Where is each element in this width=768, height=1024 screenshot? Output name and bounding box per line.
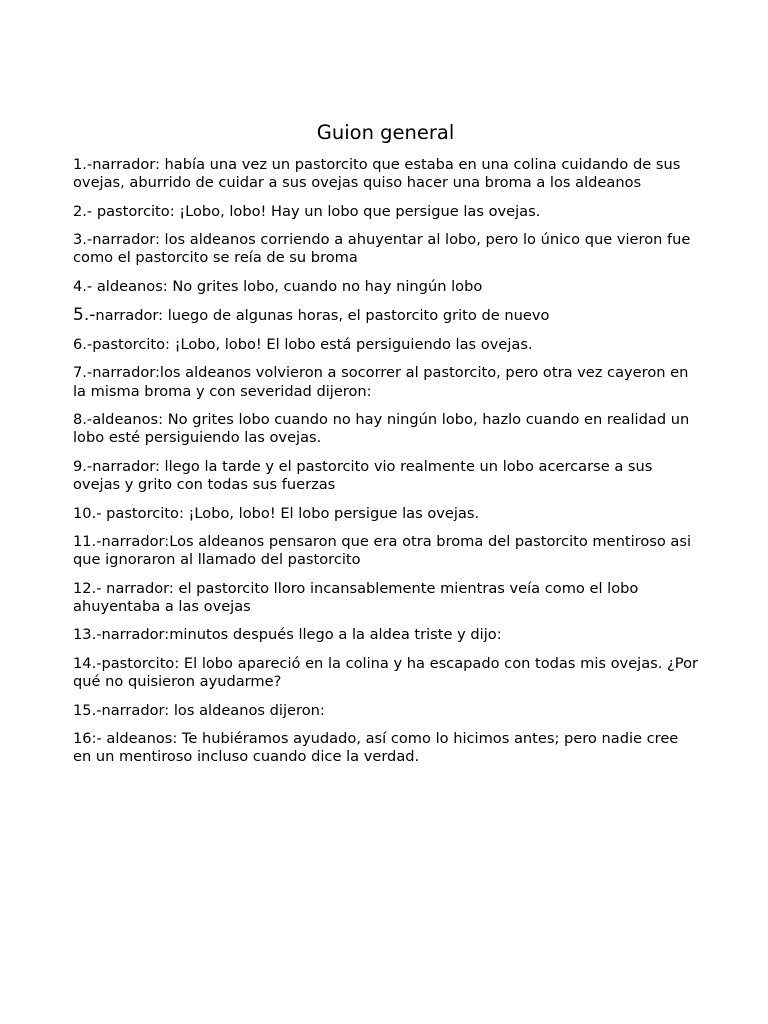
script-line-16: 16:- aldeanos: Te hubiéramos ayudado, así como lo hicimos antes; pero nadie cree en un mentiroso incluso cuando dice la verdad. <box>73 730 679 766</box>
script-line-7: 7.-narrador:los aldeanos volvieron a socorrer al pastorcito, pero otra vez cayeron en la misma broma y con severidad dijeron: <box>73 364 689 400</box>
script-line-15: 15.-narrador: los aldeanos dijeron: <box>73 701 325 719</box>
script-line-3: 3.-narrador: los aldeanos corriendo a ahuyentar al lobo, pero lo único que vieron fue como el pastorcito se reía de su broma <box>73 231 691 267</box>
script-line-8: 8.-aldeanos: No grites lobo cuando no hay ningún lobo, hazlo cuando en realidad un lobo esté persiguiendo las ovejas. <box>73 411 690 447</box>
script-page <box>73 118 698 777</box>
script-line-4: 4.- aldeanos: No grites lobo, cuando no hay ningún lobo <box>73 277 483 295</box>
script-line-13: 13.-narrador:minutos después llego a la aldea triste y dijo: <box>73 626 502 644</box>
script-line-6: 6.-pastorcito: ¡Lobo, lobo! El lobo está persiguiendo las ovejas. <box>73 335 533 353</box>
script-line-2: 2.- pastorcito: ¡Lobo, lobo! Hay un lobo que persigue las ovejas. <box>73 202 541 220</box>
script-line-5-number: 5.- <box>73 305 96 326</box>
script-line-5-text: narrador: luego de algunas horas, el pastorcito grito de nuevo <box>95 307 550 325</box>
script-line-10: 10.- pastorcito: ¡Lobo, lobo! El lobo persigue las ovejas. <box>73 504 480 522</box>
script-line-14: 14.-pastorcito: El lobo apareció en la colina y ha escapado con todas mis ovejas. ¿Por qué no quisieron ayudarme? <box>73 654 699 691</box>
script-line-1: 1.-narrador: había una vez un pastorcito que estaba en una colina cuidando de sus ovejas, aburrido de cuidar a sus ovejas quiso hacer una broma a los aldeanos <box>73 156 681 192</box>
page-title: Guion general <box>316 121 455 144</box>
script-line-5 <box>73 306 698 325</box>
script-line-9: 9.-narrador: llego la tarde y el pastorcito vio realmente un lobo acercarse a sus ovejas y grito con todas sus fuerzas <box>73 457 653 494</box>
script-line-11: 11.-narrador:Los aldeanos pensaron que era otra broma del pastorcito mentiroso asi que ignoraron al llamado del pastorcito <box>73 533 692 569</box>
script-line-12: 12.- narrador: el pastorcito lloro incansablemente mientras veía como el lobo ahuyentaba a las ovejas <box>73 579 639 615</box>
